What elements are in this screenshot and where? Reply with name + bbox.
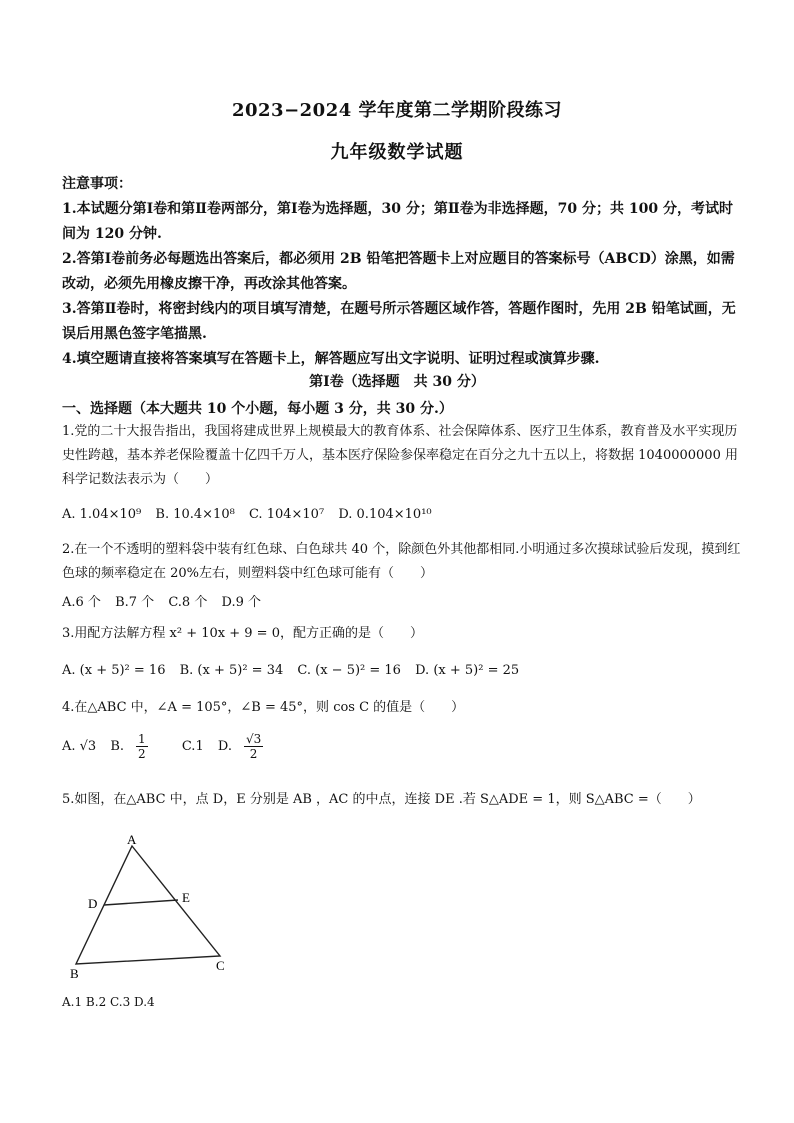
option-a: A. √3 (62, 739, 97, 754)
question-4-stem: 4.在△ABC 中，∠A = 105°，∠B = 45°，则 cos C 的值是（ ） (62, 700, 465, 715)
question-3-options (62, 663, 529, 678)
label-b: B (70, 966, 79, 980)
label-e: E (182, 890, 190, 905)
label-a: A (127, 832, 137, 847)
fraction: $\frac{1}{2}$ (138, 732, 146, 761)
option-b: B. (x + 5)² = 34 (179, 663, 284, 678)
note-item: 4.填空题请直接将答案填写在答题卡上，解答题应写出文字说明、证明过程或演算步骤. (62, 351, 600, 367)
option-a: A. (x + 5)² = 16 (62, 663, 166, 678)
triangle-abc (76, 846, 220, 964)
option-b: B.7 个 (115, 595, 155, 610)
option-a: A.6 个 (62, 595, 101, 610)
note-item: 2.答第Ⅰ卷前务必每题选出答案后，都必须用 2B 铅笔把答题卡上对应题目的答案标号（ABCD）涂黑，如需改动，必须先用橡皮擦干净，再改涂其他答案。 (62, 251, 735, 292)
question-1-stem: 1.党的二十大报告指出，我国将建成世界上规模最大的教育体系、社会保障体系、医疗卫生体系，教育普及水平实现历史性跨越，基本养老保险覆盖十亿四千万人，基本医疗保险参保率稳定在百分之九十五以上，将数据 1040000000 用科学记数法表示为（ ） (62, 424, 738, 487)
question-4-options (62, 732, 293, 761)
option-c: C.1 (181, 739, 204, 754)
question-5-options: A.1 B.2 C.3 D.4 (62, 995, 155, 1009)
notes-section (62, 172, 742, 372)
option-c: C. (x − 5)² = 16 (297, 663, 401, 678)
option-d: D. (x + 5)² = 25 (415, 663, 520, 678)
fraction: $\frac{√3}{2}$ (245, 732, 262, 761)
question-5-stem: 5.如图，在△ABC 中，点 D，E 分别是 AB ，AC 的中点，连接 DE .若 S△ADE = 1，则 S△ABC =（ ） (62, 792, 701, 807)
option-d: D.9 个 (221, 595, 261, 610)
label-c: C (216, 958, 225, 973)
option-d: D. 0.104×10¹⁰ (338, 507, 432, 522)
note-item: 3.答第Ⅱ卷时，将密封线内的项目填写清楚，在题号所示答题区域作答，答题作图时，先用 2B 铅笔试画，无误后用黑色签字笔描黑. (62, 301, 736, 342)
question-2-stem: 2.在一个不透明的塑料袋中装有红色球、白色球共 40 个，除颜色外其他都相同.小明通过多次摸球试验后发现，摸到红色球的频率稳定在 20%左右，则塑料袋中红色球可能有（ ） (62, 542, 741, 581)
segment-de (104, 900, 178, 905)
option-b: B. 10.4×10⁸ (155, 507, 235, 522)
triangle-figure (66, 830, 246, 980)
option-b: B. $\frac{1}{2}$ (110, 739, 167, 754)
exam-subtitle: 九年级数学试题 (330, 142, 464, 163)
notes-heading: 注意事项： (62, 176, 132, 192)
label-d: D (88, 896, 98, 911)
part1-title: 第Ⅰ卷（选择题 共 30 分） (309, 374, 485, 390)
option-d: D. $\frac{√3}{2}$ (218, 739, 283, 754)
exam-title: 2023−2024 学年度第二学期阶段练习 (231, 100, 563, 121)
question-1-options (62, 507, 442, 522)
question-3-stem: 3.用配方法解方程 x² + 10x + 9 = 0，配方正确的是（ ） (62, 626, 423, 641)
section1-title: 一、选择题（本大题共 10 个小题，每小题 3 分，共 30 分.） (62, 401, 453, 417)
option-a: A. 1.04×10⁹ (62, 507, 142, 522)
question-2-options (62, 591, 271, 610)
option-c: C.8 个 (168, 595, 208, 610)
option-c: C. 104×10⁷ (248, 507, 325, 522)
note-item: 1.本试题分第Ⅰ卷和第Ⅱ卷两部分，第Ⅰ卷为选择题，30 分；第Ⅱ卷为非选择题，70 分；共 100 分，考试时间为 120 分钟. (62, 201, 733, 242)
